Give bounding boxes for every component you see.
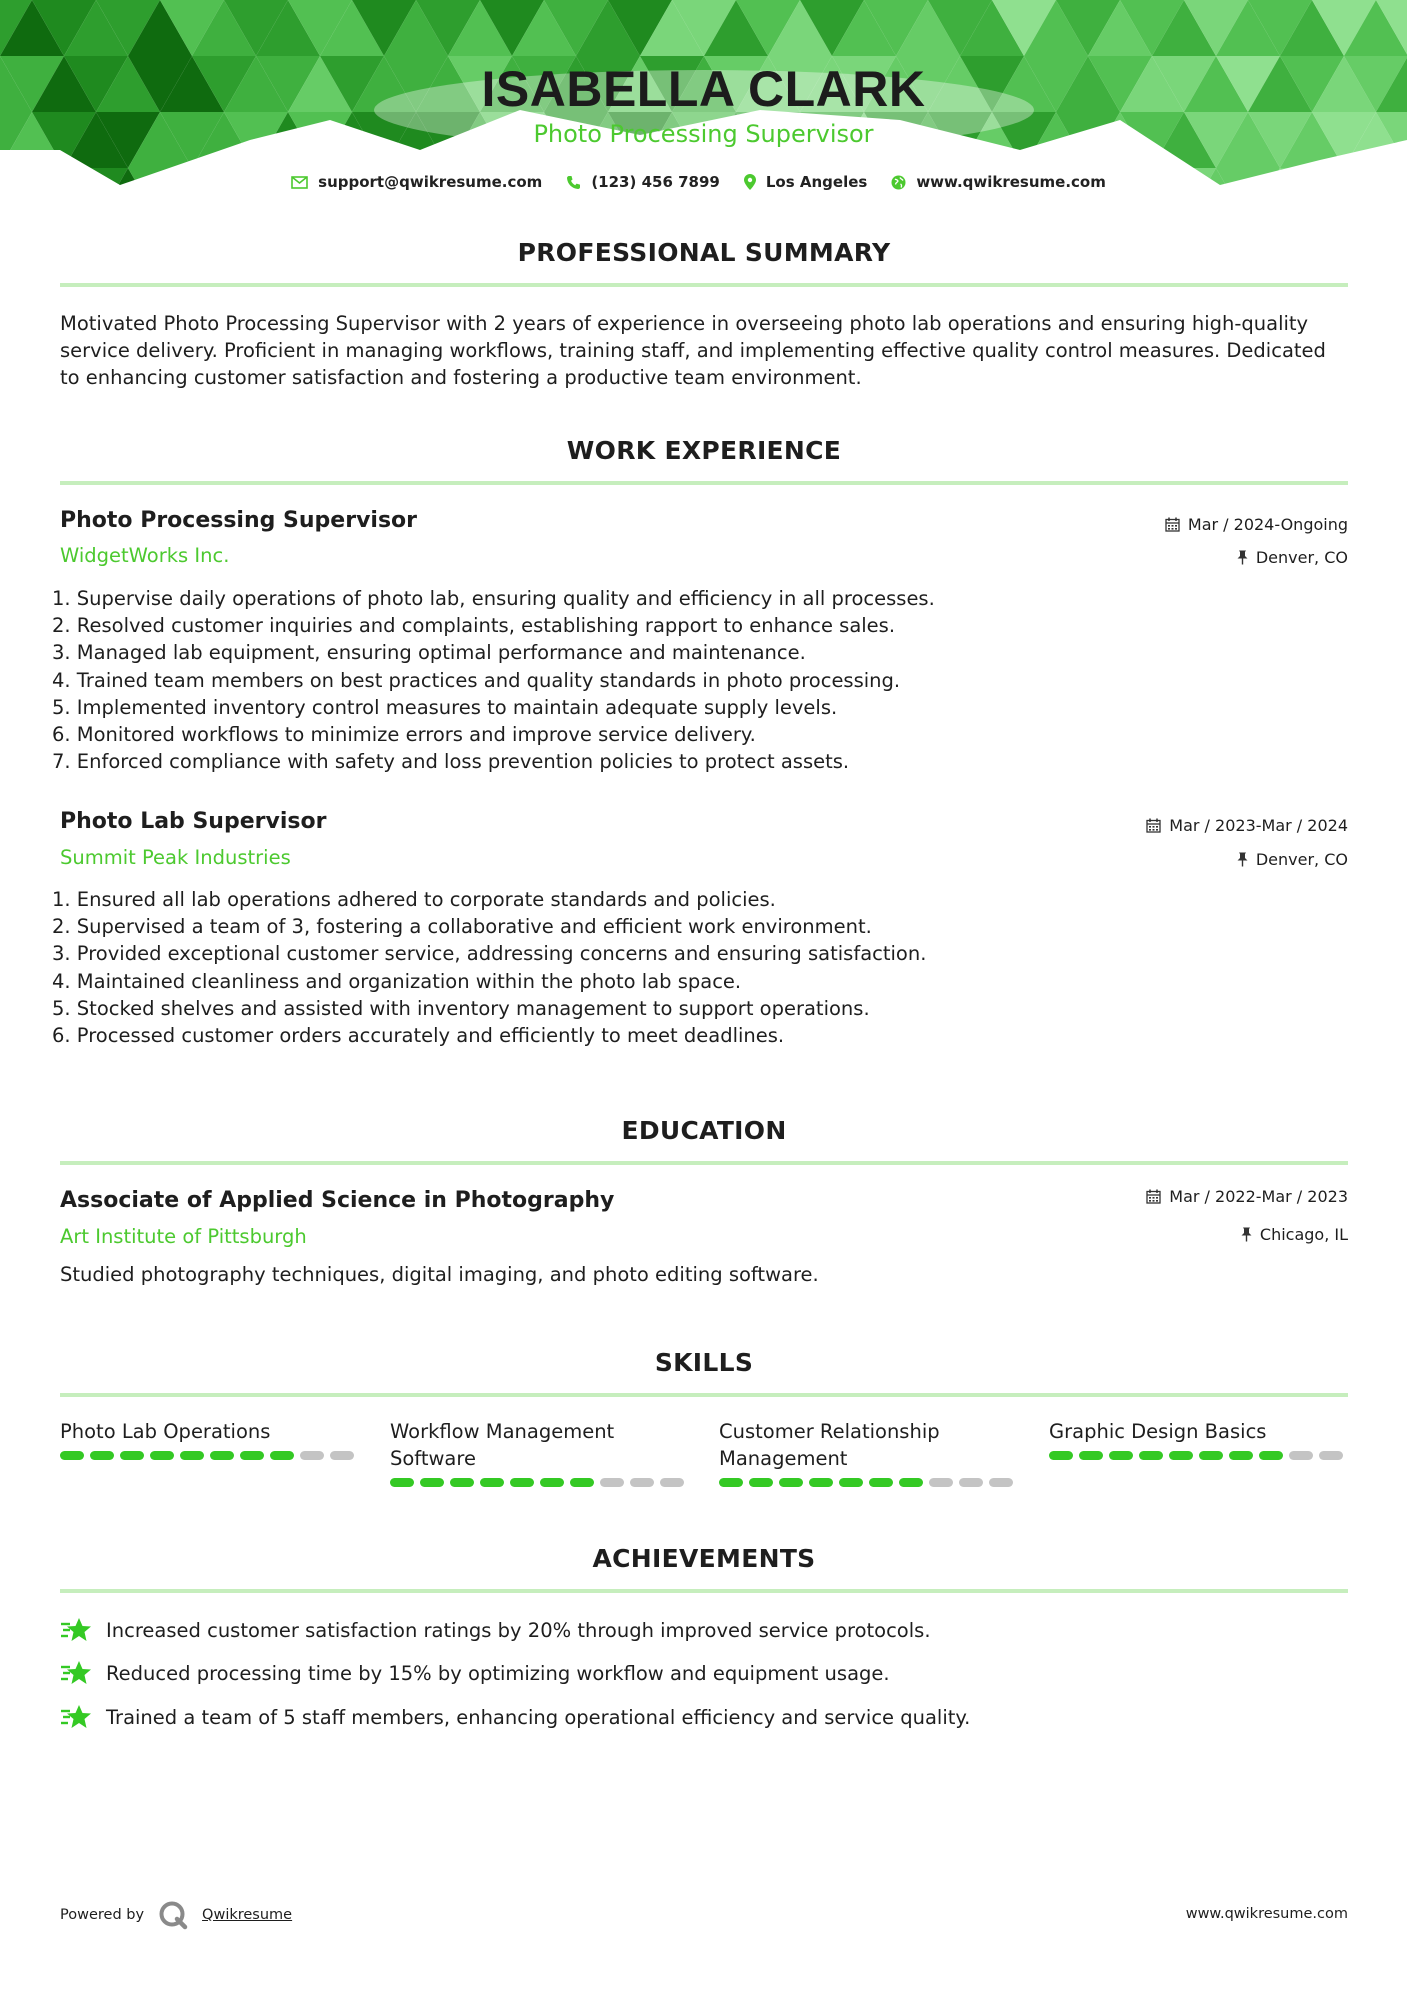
powered-by-label: Powered by xyxy=(60,1907,145,1923)
skill-segment-filled xyxy=(1229,1451,1253,1460)
candidate-role: Photo Processing Supervisor xyxy=(533,120,874,148)
footer-website[interactable]: www.qwikresume.com xyxy=(1185,1906,1348,1922)
job-location-text: Denver, CO xyxy=(1255,548,1348,567)
pushpin-icon xyxy=(1237,550,1248,565)
job-bullets xyxy=(52,585,1342,775)
pushpin-icon xyxy=(1237,852,1248,867)
skill-segment-empty xyxy=(600,1478,624,1487)
skill-name: Customer Relationship Management xyxy=(719,1420,940,1470)
skill-segment-filled xyxy=(1079,1451,1103,1460)
skills-divider xyxy=(60,1393,1348,1397)
phone-icon xyxy=(566,175,581,190)
candidate-name: ISABELLA CLARK xyxy=(481,61,926,117)
pushpin-icon xyxy=(1241,1227,1252,1242)
skill-item xyxy=(719,1418,1019,1487)
skill-segment-filled xyxy=(570,1478,594,1487)
list-item: 1. Supervise daily operations of photo lab, ensuring quality and efficiency in all processes. xyxy=(52,587,935,610)
calendar-icon xyxy=(1146,1189,1161,1204)
skill-segment-filled xyxy=(390,1478,414,1487)
skill-segment-empty xyxy=(630,1478,654,1487)
achievement-item xyxy=(60,1703,970,1731)
skill-item xyxy=(390,1418,690,1487)
list-item: 6. Monitored workflows to minimize errors and improve service delivery. xyxy=(52,723,756,747)
contact-website[interactable] xyxy=(891,173,1106,191)
contact-location-text: Los Angeles xyxy=(765,173,868,191)
skill-name: Graphic Design Basics xyxy=(1049,1420,1267,1443)
job-dates xyxy=(1146,816,1348,835)
skill-segment-filled xyxy=(150,1451,174,1460)
skill-segment-filled xyxy=(899,1478,923,1487)
map-pin-icon xyxy=(744,174,756,190)
list-item: 5. Stocked shelves and assisted with inventory management to support operations. xyxy=(52,996,870,1020)
skill-segment-empty xyxy=(929,1478,953,1487)
calendar-icon xyxy=(1146,818,1161,833)
education-divider xyxy=(60,1161,1348,1165)
skill-segment-filled xyxy=(420,1478,444,1487)
star-icon xyxy=(60,1659,92,1687)
skill-segment-filled xyxy=(839,1478,863,1487)
skill-name: Workflow Management Software xyxy=(390,1420,615,1470)
job-location-text: Denver, CO xyxy=(1255,850,1348,869)
skill-segment-filled xyxy=(749,1478,773,1487)
contact-location xyxy=(744,173,867,191)
education-dates-text: Mar / 2022-Mar / 2023 xyxy=(1169,1187,1348,1206)
contact-phone-text: (123) 456 7899 xyxy=(591,173,720,191)
skills-heading: SKILLS xyxy=(654,1348,754,1377)
achievement-text: Reduced processing time by 15% by optimizing workflow and equipment usage. xyxy=(106,1661,890,1685)
contact-bar xyxy=(0,173,1407,191)
list-item: 2. Resolved customer inquiries and complaints, establishing rapport to enhance sales. xyxy=(52,614,896,638)
education-dates xyxy=(1146,1187,1348,1206)
skill-segment-filled xyxy=(1049,1451,1073,1460)
list-item: 1. Ensured all lab operations adhered to corporate standards and policies. xyxy=(52,888,776,911)
job-title: Photo Lab Supervisor xyxy=(60,809,327,834)
achievement-item xyxy=(60,1659,890,1687)
contact-email[interactable] xyxy=(291,173,542,191)
skill-segment-filled xyxy=(240,1451,264,1460)
skill-level-bar xyxy=(390,1478,690,1487)
skill-segment-filled xyxy=(779,1478,803,1487)
job-location xyxy=(1237,850,1348,869)
contact-email-text: support@qwikresume.com xyxy=(318,173,543,191)
job-location xyxy=(1237,548,1348,567)
education-location xyxy=(1241,1225,1348,1244)
qwikresume-link[interactable]: Qwikresume xyxy=(202,1907,293,1923)
summary-heading: PROFESSIONAL SUMMARY xyxy=(517,238,891,267)
skill-segment-filled xyxy=(540,1478,564,1487)
calendar-icon xyxy=(1165,517,1180,532)
skill-segment-filled xyxy=(450,1478,474,1487)
school-name: Art Institute of Pittsburgh xyxy=(60,1225,307,1248)
list-item: 3. Managed lab equipment, ensuring optimal performance and maintenance. xyxy=(52,641,806,665)
skill-segment-filled xyxy=(719,1478,743,1487)
list-item: 3. Provided exceptional customer service, addressing concerns and ensuring satisfaction. xyxy=(52,942,927,966)
contact-phone[interactable] xyxy=(566,173,720,191)
job-company: Summit Peak Industries xyxy=(60,846,291,869)
skill-level-bar xyxy=(1049,1451,1349,1460)
skill-segment-filled xyxy=(1109,1451,1133,1460)
education-location-text: Chicago, IL xyxy=(1259,1225,1348,1244)
star-icon xyxy=(60,1616,92,1644)
skill-segment-filled xyxy=(480,1478,504,1487)
education-heading: EDUCATION xyxy=(621,1116,787,1145)
achievement-item xyxy=(60,1616,931,1644)
skill-segment-empty xyxy=(959,1478,983,1487)
achievements-divider xyxy=(60,1589,1348,1593)
job-bullets xyxy=(52,886,1342,1049)
skill-segment-filled xyxy=(270,1451,294,1460)
list-item: 4. Maintained cleanliness and organization within the photo lab space. xyxy=(52,969,742,993)
skill-segment-filled xyxy=(90,1451,114,1460)
skill-segment-empty xyxy=(989,1478,1013,1487)
list-item: 5. Implemented inventory control measures to maintain adequate supply levels. xyxy=(52,695,838,719)
degree-title: Associate of Applied Science in Photography xyxy=(60,1188,615,1213)
job-company: WidgetWorks Inc. xyxy=(60,544,230,567)
skill-segment-filled xyxy=(210,1451,234,1460)
footer-powered-by xyxy=(60,1900,292,1930)
experience-divider xyxy=(60,481,1348,485)
achievements-heading: ACHIEVEMENTS xyxy=(592,1544,816,1573)
skill-name: Photo Lab Operations xyxy=(60,1420,271,1443)
envelope-icon xyxy=(291,176,308,189)
skill-segment-filled xyxy=(180,1451,204,1460)
skill-segment-empty xyxy=(300,1451,324,1460)
skill-level-bar xyxy=(60,1451,360,1460)
job-dates-text: Mar / 2023-Mar / 2024 xyxy=(1169,816,1348,835)
list-item: 6. Processed customer orders accurately and efficiently to meet deadlines. xyxy=(52,1024,785,1048)
education-description: Studied photography techniques, digital imaging, and photo editing software. xyxy=(60,1263,819,1286)
skill-segment-filled xyxy=(120,1451,144,1460)
skill-segment-empty xyxy=(1289,1451,1313,1460)
summary-text: Motivated Photo Processing Supervisor with 2 years of experience in overseeing photo lab operations and ensuring high-quality service delivery. Proficient in managing workflows, training staff, and implementing effective quality control measures. Dedicated to enhancing customer satisfaction and fostering a productive team environment. xyxy=(60,312,1326,389)
skill-segment-filled xyxy=(60,1451,84,1460)
achievement-text: Increased customer satisfaction ratings by 20% through improved service protocols. xyxy=(106,1618,931,1642)
skill-segment-filled xyxy=(1259,1451,1283,1460)
contact-website-text: www.qwikresume.com xyxy=(916,173,1106,191)
list-item: 4. Trained team members on best practices and quality standards in photo processing. xyxy=(52,668,901,692)
globe-icon xyxy=(891,175,906,190)
list-item: 2. Supervised a team of 3, fostering a collaborative and efficient work environment. xyxy=(52,915,872,939)
skill-segment-filled xyxy=(510,1478,534,1487)
job-title: Photo Processing Supervisor xyxy=(60,508,418,533)
skill-segment-empty xyxy=(1319,1451,1343,1460)
star-icon xyxy=(60,1703,92,1731)
skill-segment-empty xyxy=(660,1478,684,1487)
skill-item xyxy=(60,1418,360,1460)
skill-level-bar xyxy=(719,1478,1019,1487)
skill-item xyxy=(1049,1418,1349,1460)
job-dates-text: Mar / 2024-Ongoing xyxy=(1187,515,1348,534)
achievement-text: Trained a team of 5 staff members, enhancing operational efficiency and service quality. xyxy=(106,1705,971,1729)
job-dates xyxy=(1165,515,1348,534)
list-item: 7. Enforced compliance with safety and loss prevention policies to protect assets. xyxy=(52,750,850,774)
experience-heading: WORK EXPERIENCE xyxy=(566,436,842,465)
skill-segment-filled xyxy=(869,1478,893,1487)
skill-segment-filled xyxy=(809,1478,833,1487)
summary-divider xyxy=(60,283,1348,287)
skill-segment-filled xyxy=(1169,1451,1193,1460)
skill-segment-empty xyxy=(330,1451,354,1460)
qwikresume-logo-icon xyxy=(158,1900,188,1930)
skill-segment-filled xyxy=(1139,1451,1163,1460)
skill-segment-filled xyxy=(1199,1451,1223,1460)
